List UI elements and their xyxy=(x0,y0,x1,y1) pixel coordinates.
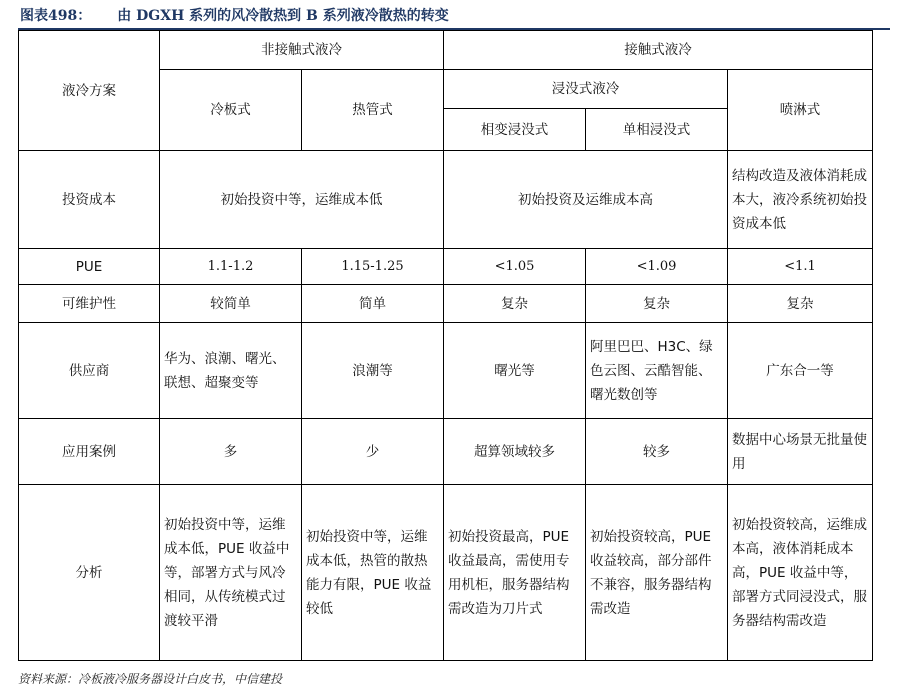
cases-single-phase: 较多 xyxy=(586,419,728,485)
row-label-cost: 投资成本 xyxy=(19,151,160,249)
figure-caption: 由 DGXH 系列的风冷散热到 B 系列液冷散热的转变 xyxy=(117,8,449,24)
analysis-phase-change: 初始投资最高，PUE 收益最高，需使用专用机柜，服务器结构需改造为刀片式 xyxy=(444,485,586,661)
figure-title xyxy=(20,5,449,25)
pue-heat-pipe: 1.15-1.25 xyxy=(302,249,444,285)
row-analysis xyxy=(19,485,873,661)
analysis-spray: 初始投资较高，运维成本高，液体消耗成本高，PUE 收益中等，部署方式同浸没式，服务器结构需改造 xyxy=(728,485,873,661)
header-immersion: 浸没式液冷 xyxy=(444,70,728,109)
figure-title-bar xyxy=(18,0,890,30)
row-maintainability xyxy=(19,285,873,323)
comparison-table xyxy=(18,30,873,661)
cases-heat-pipe: 少 xyxy=(302,419,444,485)
cases-spray: 数据中心场景无批量使用 xyxy=(728,419,873,485)
header-row-1 xyxy=(19,31,873,70)
pue-phase-change: <1.05 xyxy=(444,249,586,285)
maint-phase-change: 复杂 xyxy=(444,285,586,323)
header-scheme: 液冷方案 xyxy=(19,31,160,151)
analysis-cold-plate: 初始投资中等，运维成本低，PUE 收益中等，部署方式与风冷相同，从传统模式过渡较平滑 xyxy=(160,485,302,661)
row-label-pue: PUE xyxy=(19,249,160,285)
header-cold-plate: 冷板式 xyxy=(160,70,302,151)
pue-spray: <1.1 xyxy=(728,249,873,285)
row-label-suppliers: 供应商 xyxy=(19,323,160,419)
pue-cold-plate: 1.1-1.2 xyxy=(160,249,302,285)
header-heat-pipe: 热管式 xyxy=(302,70,444,151)
cases-cold-plate: 多 xyxy=(160,419,302,485)
cost-non-contact: 初始投资中等，运维成本低 xyxy=(160,151,444,249)
suppliers-phase-change: 曙光等 xyxy=(444,323,586,419)
row-suppliers xyxy=(19,323,873,419)
maint-cold-plate: 较简单 xyxy=(160,285,302,323)
header-non-contact: 非接触式液冷 xyxy=(160,31,444,70)
figure-number: 图表498： xyxy=(20,8,92,24)
header-spray: 喷淋式 xyxy=(728,70,873,151)
suppliers-spray: 广东合一等 xyxy=(728,323,873,419)
row-label-analysis: 分析 xyxy=(19,485,160,661)
row-pue xyxy=(19,249,873,285)
row-label-cases: 应用案例 xyxy=(19,419,160,485)
maint-single-phase: 复杂 xyxy=(586,285,728,323)
maint-heat-pipe: 简单 xyxy=(302,285,444,323)
row-cases xyxy=(19,419,873,485)
pue-single-phase: <1.09 xyxy=(586,249,728,285)
row-cost xyxy=(19,151,873,249)
analysis-heat-pipe: 初始投资中等，运维成本低，热管的散热能力有限，PUE 收益较低 xyxy=(302,485,444,661)
header-phase-change: 相变浸没式 xyxy=(444,109,586,151)
cost-immersion: 初始投资及运维成本高 xyxy=(444,151,728,249)
analysis-single-phase: 初始投资较高，PUE 收益较高，部分部件不兼容，服务器结构需改造 xyxy=(586,485,728,661)
cost-spray: 结构改造及液体消耗成本大，液冷系统初始投资成本低 xyxy=(728,151,873,249)
suppliers-cold-plate: 华为、浪潮、曙光、联想、超聚变等 xyxy=(160,323,302,419)
row-label-maintainability: 可维护性 xyxy=(19,285,160,323)
maint-spray: 复杂 xyxy=(728,285,873,323)
suppliers-single-phase: 阿里巴巴、H3C、绿色云图、云酷智能、曙光数创等 xyxy=(586,323,728,419)
cases-phase-change: 超算领域较多 xyxy=(444,419,586,485)
header-single-phase: 单相浸没式 xyxy=(586,109,728,151)
source-note: 资料来源：冷板液冷服务器设计白皮书，中信建投 xyxy=(18,672,283,686)
suppliers-heat-pipe: 浪潮等 xyxy=(302,323,444,419)
header-contact: 接触式液冷 xyxy=(444,31,873,70)
